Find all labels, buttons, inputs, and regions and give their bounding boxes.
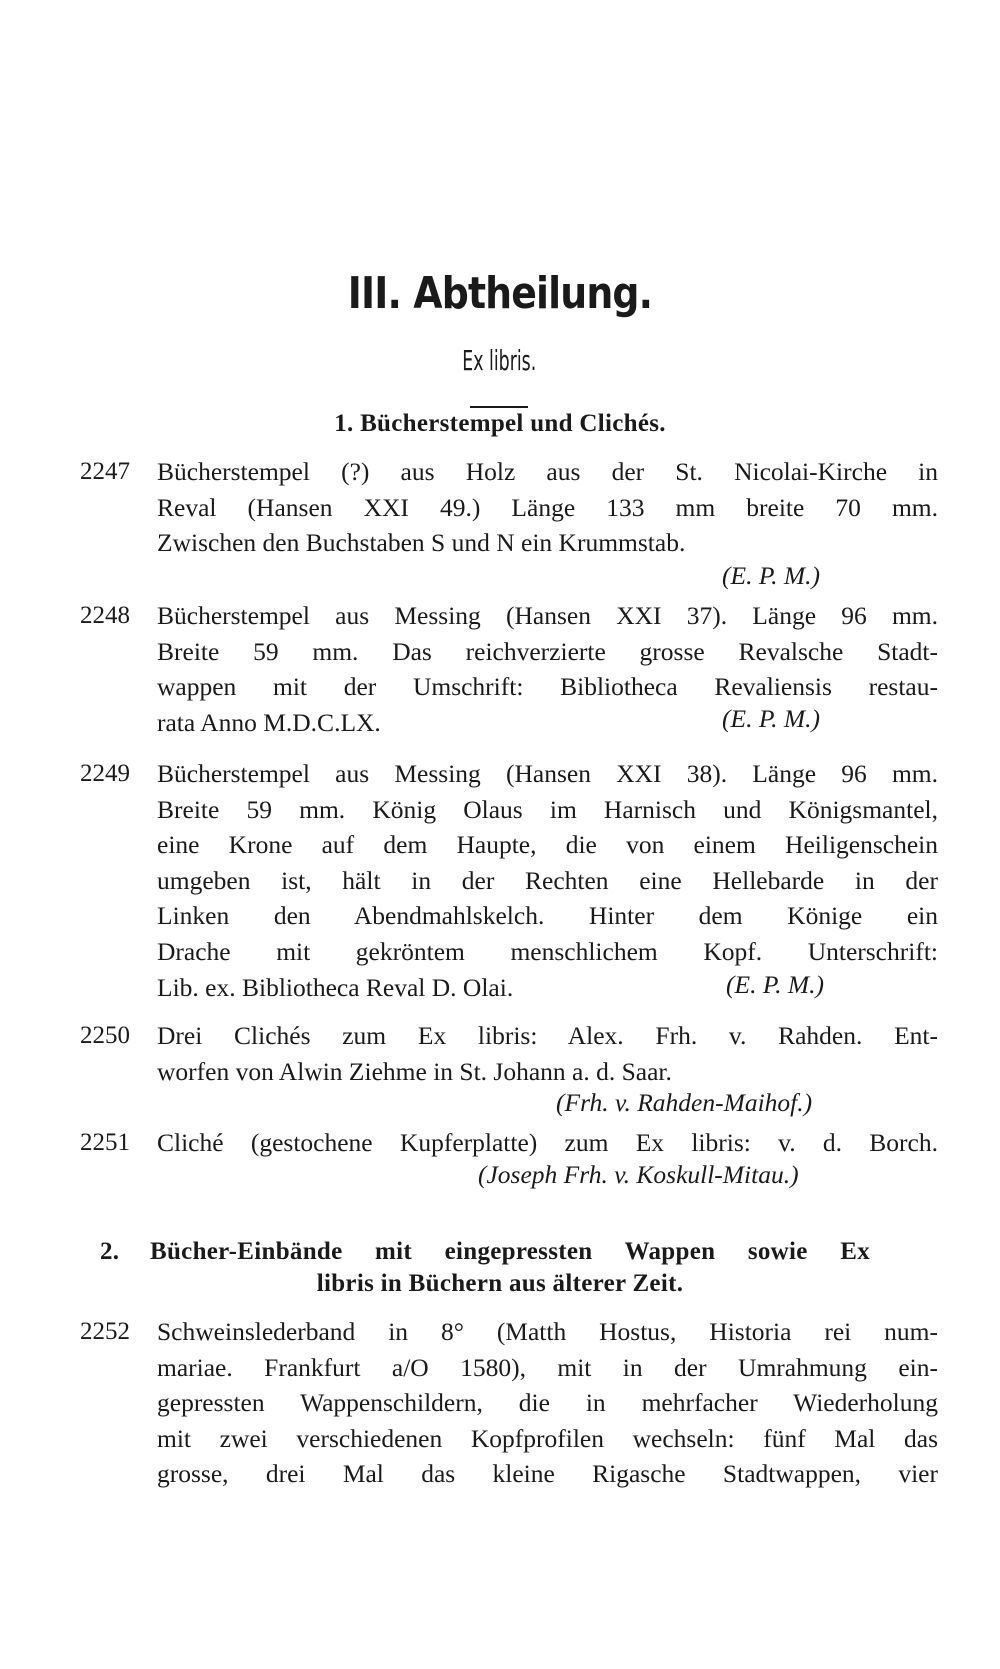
entry-line: rata Anno M.D.C.LX. — [157, 707, 381, 737]
entry-line: Reval (Hansen XXI 49.) Länge 133 mm breite 70 mm. — [157, 492, 938, 522]
section-heading-line: libris in Büchern aus älterer Zeit. — [316, 1270, 684, 1297]
page-title: III. Abtheilung. — [347, 268, 653, 319]
entry-provenance: (E. P. M.) — [722, 561, 820, 590]
entry-line: mariae. Frankfurt a/O 1580), mit in der Umrahmung ein- — [157, 1352, 938, 1382]
entry-line: Drei Clichés zum Ex libris: Alex. Frh. v. Rahden. Ent- — [157, 1021, 938, 1050]
entry-provenance: (E. P. M.) — [722, 704, 820, 733]
entry-line: grosse, drei Mal das kleine Rigasche Stadtwappen, vier — [157, 1459, 938, 1489]
entry-provenance: (Joseph Frh. v. Koskull-Mitau.) — [478, 1160, 799, 1189]
entry-line: Lib. ex. Bibliotheca Reval D. Olai. — [157, 972, 514, 1002]
entry-line: umgeben ist, hält in der Rechten eine Hellebarde in der — [157, 865, 938, 895]
entry-text — [157, 1018, 938, 1089]
entry-line: Linken den Abendmahlskelch. Hinter dem Könige ein — [157, 901, 938, 931]
entry-provenance: (Frh. v. Rahden-Maihof.) — [556, 1088, 813, 1117]
entry-line: Bücherstempel (?) aus Holz aus der St. Nicolai-Kirche in — [157, 457, 938, 486]
entry-text — [157, 1125, 938, 1161]
entry-text — [157, 598, 938, 740]
title-divider — [470, 406, 528, 408]
entry-number: 2252 — [80, 1318, 130, 1345]
entry-line: Cliché (gestochene Kupferplatte) zum Ex libris: v. d. Borch. — [157, 1128, 938, 1157]
section-heading-1: 1. Bücherstempel und Clichés. — [334, 410, 666, 437]
entry-number: 2249 — [80, 760, 130, 787]
entry-provenance: (E. P. M.) — [726, 970, 824, 999]
entry-number: 2251 — [80, 1129, 130, 1156]
entry-line: mit zwei verschiedenen Kopfprofilen wechseln: fünf Mal das — [157, 1423, 938, 1453]
entry-text — [157, 1314, 938, 1492]
entry-text — [157, 756, 938, 1005]
entry-line: wappen mit der Umschrift: Bibliotheca Revaliensis restau- — [157, 672, 938, 702]
entry-line: Breite 59 mm. Das reichverzierte grosse Revalsche Stadt- — [157, 636, 938, 666]
section-number-2: 2. — [100, 1238, 120, 1265]
entry-line: worfen von Alwin Ziehme in St. Johann a. d. Saar. — [157, 1056, 672, 1086]
section-heading-line: Bücher-Einbände mit eingepressten Wappen sowie Ex — [150, 1238, 870, 1265]
entry-number: 2247 — [80, 458, 130, 485]
entry-line: Bücherstempel aus Messing (Hansen XXI 38). Länge 96 mm. — [157, 759, 938, 788]
entry-number: 2248 — [80, 602, 130, 629]
entry-line: Drache mit gekröntem menschlichem Kopf. Unterschrift: — [157, 936, 938, 966]
entry-line: Breite 59 mm. König Olaus im Harnisch und Königsmantel, — [157, 794, 938, 824]
entry-line: gepressten Wappenschildern, die in mehrfacher Wiederholung — [157, 1388, 938, 1418]
entry-line: Bücherstempel aus Messing (Hansen XXI 37). Länge 96 mm. — [157, 601, 938, 630]
entry-line: Zwischen den Buchstaben S und N ein Krummstab. — [157, 528, 686, 558]
page-subtitle: Ex libris. — [462, 344, 537, 377]
entry-line: Schweinslederband in 8° (Matth Hostus, Historia rei num- — [157, 1317, 938, 1346]
section-heading-2 — [150, 1238, 870, 1270]
entry-number: 2250 — [80, 1022, 130, 1049]
entry-line: eine Krone auf dem Haupte, die von einem Heiligenschein — [157, 830, 938, 860]
entry-text — [157, 454, 938, 561]
